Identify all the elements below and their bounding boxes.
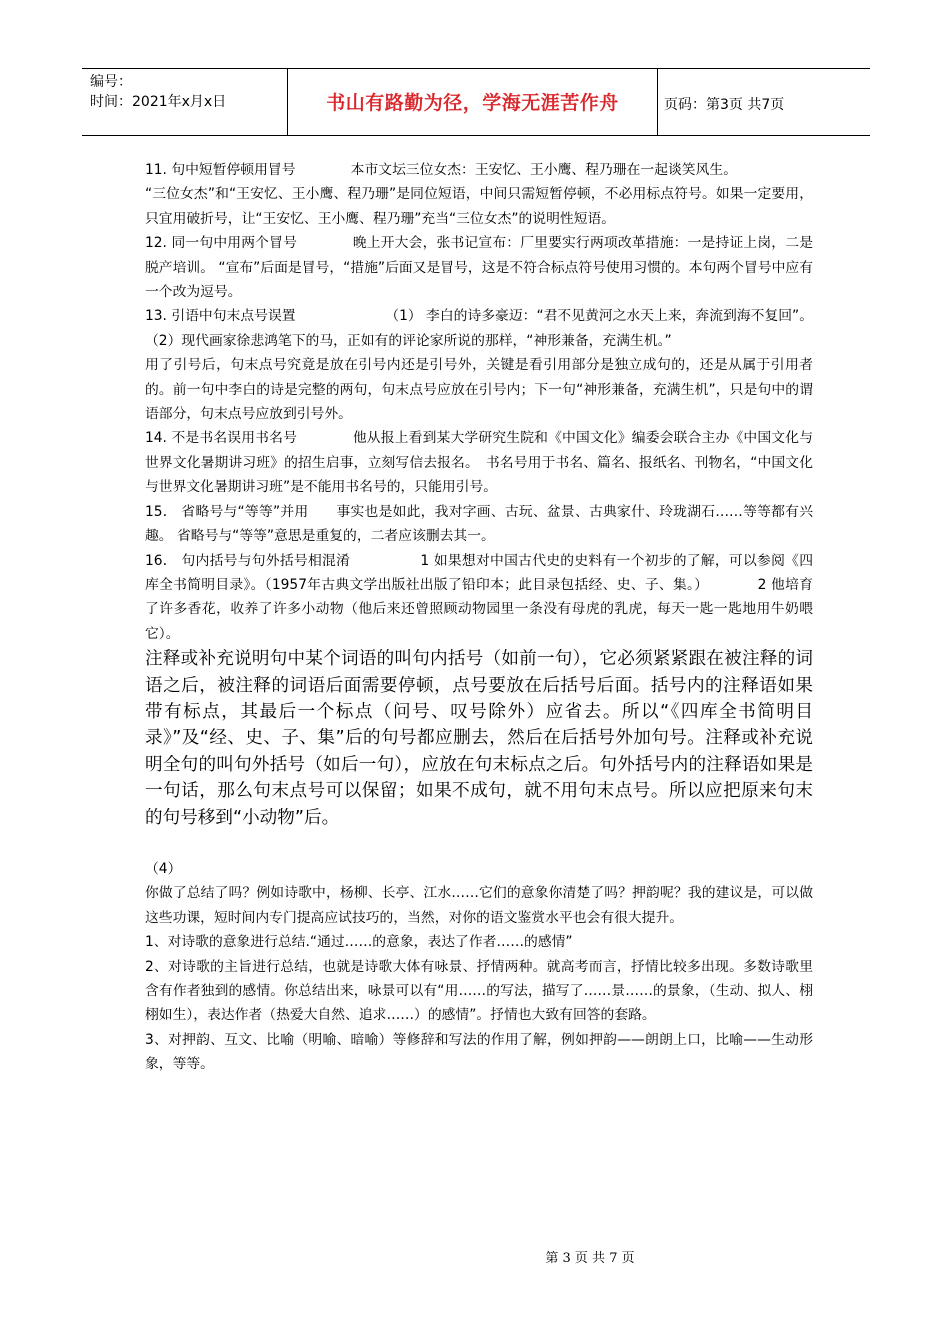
page-header (82, 68, 870, 136)
section-paragraph-3: 3、对押韵、互文、比喻（明喻、暗喻）等修辞和写法的作用了解，例如押韵——朗朗上口，比喻——生动形象，等等。 (145, 1031, 813, 1073)
page-footer: 第 3 页 共 7 页 (545, 1251, 635, 1266)
section-paragraph-2: 2、对诗歌的主旨进行总结，也就是诗歌大体有咏景、抒情两种。就高考而言，抒情比较多出现。多数诗歌里含有作者独到的感情。你总结出来，咏景可以有“用……的写法，描写了……景……的景象，（生动、拟人、栩栩如生），表达作者（热爱大自然、追求……）的感情”。抒情也大致有回答的套路。 (145, 958, 813, 1024)
section-paragraph-intro: 你做了总结了吗？例如诗歌中，杨柳、长亭、江水……它们的意象你清楚了吗？押韵呢？我的建议是，可以做这些功课，短时间内专门提高应试技巧的，当然，对你的语文鉴赏水平也会有很大提升。 (145, 885, 813, 926)
paragraph-explanation-11: “三位女杰”和“王安忆、王小鹰、程乃珊”是同位短语，中间只需短暂停顿，不必用标点符号。如果一定要用，只宜用破折号，让“王安忆、王小鹰、程乃珊”充当“三位女杰”的说明性短语。 (145, 186, 813, 227)
section-heading: （4） (145, 860, 182, 877)
paragraph-item-15: 15． 省略号与“等等”并用 事实也是如此，我对字画、古玩、盆景、古典家什、玲珑湖石……等等都有兴趣。 省略号与“等等”意思是重复的，二者应该删去其一。 (145, 503, 813, 545)
paragraph-explanation-13: 用了引号后，句末点号究竟是放在引号内还是引号外，关键是看引用部分是独立成句的，还是从属于引用者的。前一句中李白的诗是完整的两句，句末点号应放在引号内；下一句“神形兼备，充满生机”，只是句中的谓语部分，句末点号应放到引号外。 (145, 357, 813, 423)
paragraph-item-12: 12. 同一句中用两个冒号 晚上开大会，张书记宣布：厂里要实行两项改革措施：一是持证上岗，二是脱产培训。 “宣布”后面是冒号，“措施”后面又是冒号，这是不符合标点符号使用习惯的。本句两个冒号中应有一个改为逗号。 (145, 235, 813, 301)
paragraph-item-14: 14. 不是书名误用书名号 他从报上看到某大学研究生院和《中国文化》编委会联合主办《中国文化与世界文化暑期讲习班》的招生启事，立刻写信去报名。 书名号用于书名、篇名、报纸名、刊物名，“中国文化与世界文化暑期讲习班”是不能用书名号的，只能用引号。 (145, 430, 813, 496)
paragraph-item-11: 11. 句中短暂停顿用冒号 本市文坛三位女杰：王安忆、王小鹰、程乃珊在一起谈笑风生。 (145, 162, 737, 178)
time-label: 时间：2021年x月x日 (90, 94, 227, 110)
paragraph-item-13: 13. 引语中句末点号误置 （1） 李白的诗多豪迈：“君不见黄河之水天上来，奔流到海不复回”。 （2）现代画家徐悲鸿笔下的马，正如有的评论家所说的那样，“神形兼备，充满生机。” (145, 308, 813, 349)
paragraph-bracket-explanation: 注释或补充说明句中某个词语的叫句内括号（如前一句），它必须紧紧跟在被注释的词语之后，被注释的词语后面需要停顿，点号要放在后括号后面。括号内的注释语如果带有标点，其最后一个标点（问号、叹号除外）应省去。所以“《四库全书简明目录》”及“经、史、子、集”后的句号都应删去，然后在后括号外加句号。注释或补充说明全句的叫句外括号（如后一句），应放在句末标点之后。句外括号内的注释语如果是一句话，那么句末点号可以保留；如果不成句，就不用句末点号。所以应把原来句末的句号移到“小动物”后。 (145, 649, 813, 828)
header-top-rule (82, 68, 870, 69)
number-label: 编号： (90, 74, 132, 90)
header-divider (657, 68, 658, 136)
paragraph-item-16: 16． 句内括号与句外括号相混淆 1 如果想对中国古代史的史料有一个初步的了解，可以参阅《四库全书简明目录》。（1957年古典文学出版社出版了铅印本；此目录包括经、史、子、集。） 2 他培育了许多香花，收养了许多小动物（他后来还曾照顾动物园里一条没有母虎的乳虎，每天一匙一匙地用牛奶喂它）。 (145, 552, 813, 642)
header-meta (90, 72, 280, 112)
header-page-info: 页码：第3页 共7页 (664, 97, 785, 113)
document-body (145, 158, 813, 1077)
section-paragraph-1: 1、对诗歌的意象进行总结.“通过……的意象，表达了作者……的感情” (145, 934, 573, 951)
header-motto: 书山有路勤为径，学海无涯苦作舟 (326, 92, 619, 114)
spacer (145, 831, 813, 857)
header-bottom-rule (82, 135, 870, 136)
